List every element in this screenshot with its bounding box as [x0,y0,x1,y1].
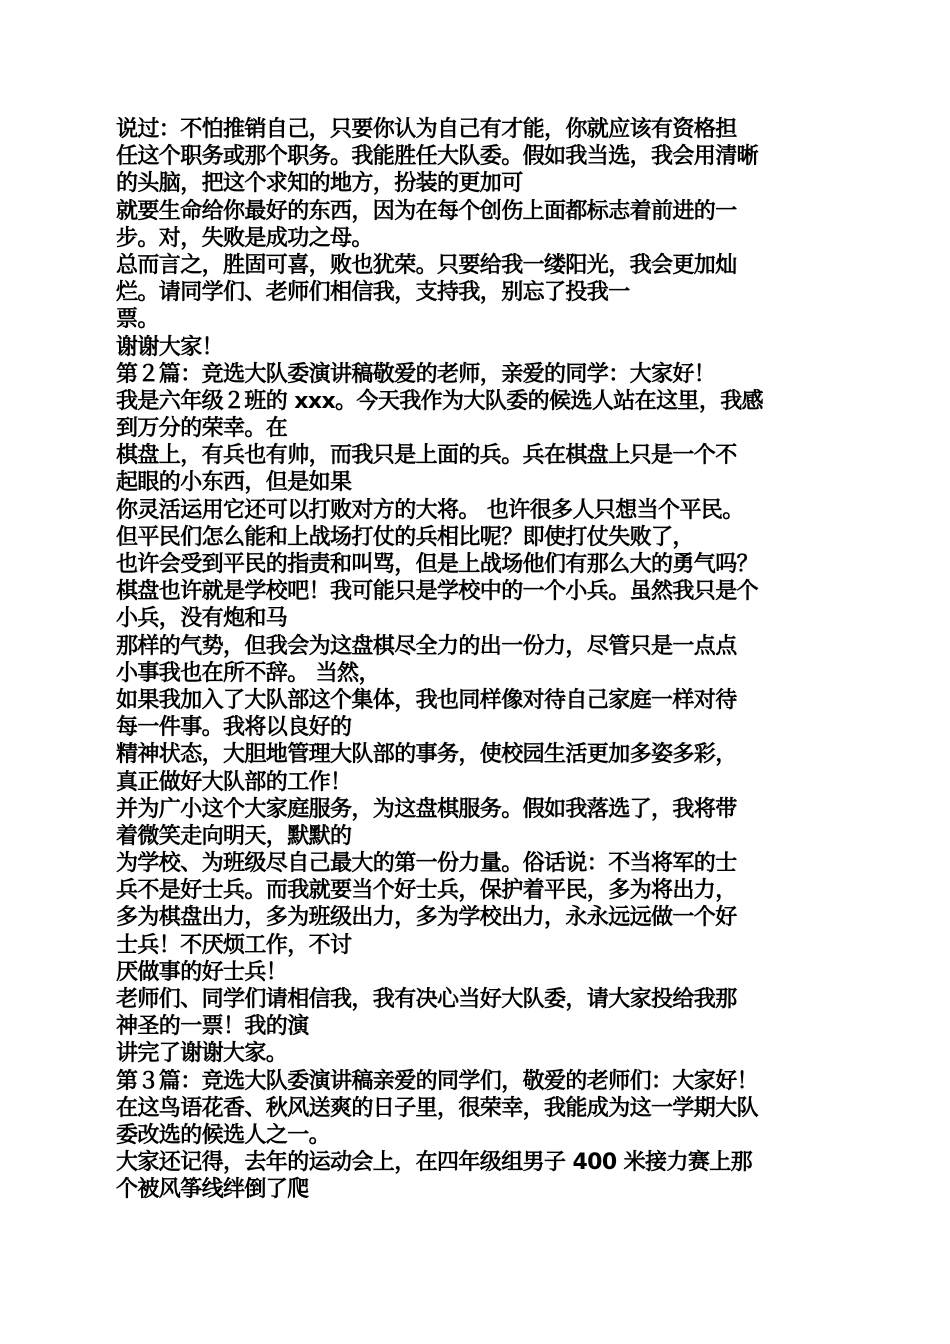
text-line: 起眼的小东西，但是如果 [116,470,352,496]
text-line: 兵不是好士兵。而我就要当个好士兵，保护着平民，多为将出力， [116,878,737,904]
text-line: 步。对，失败是成功之母。 [116,225,373,251]
text-line: 棋盘上，有兵也有帅，而我只是上面的兵。兵在棋盘上只是一个不 [116,443,737,469]
text-line: 棋盘也许就是学校吧！我可能只是学校中的一个小兵。虽然我只是个 [116,579,759,605]
text-line: 任这个职务或那个职务。我能胜任大队委。假如我当选，我会用清晰 [116,144,759,170]
text-line: 谢谢大家！ [116,334,224,360]
text-line: 神圣的一票！我的演 [116,1014,309,1040]
text-line: 也许会受到平民的指责和叫骂，但是上战场他们有那么大的勇气吗？ [116,552,759,577]
text-line: 个被风筝线绊倒了爬 [116,1177,309,1203]
text-line: 小兵，没有炮和马 [116,606,288,632]
text-line: 士兵！不厌烦工作，不讨 [116,932,352,958]
text-line: 但平民们怎么能和上战场打仗的兵相比呢？即使打仗失败了， [116,524,694,550]
text-line: 那样的气势，但我会为这盘棋尽全力的出一份力，尽管只是一点点 [116,633,737,659]
text-line: 并为广小这个大家庭服务，为这盘棋服务。假如我落选了，我将带 [116,796,737,822]
speech-text [116,116,836,1204]
text-line: 厌做事的好士兵！ [116,959,288,985]
text-line: 票。 [116,307,159,333]
text-line: 着微笑走向明天，默默的 [116,823,352,849]
text-line: 你灵活运用它还可以打败对方的大将。 也许很多人只想当个平民。 [116,497,744,523]
text-line: 如果我加入了大队部这个集体，我也同样像对待自己家庭一样对待 [116,687,737,713]
text-line: 真正做好大队部的工作！ [116,769,352,795]
text-line: 就要生命给你最好的东西，因为在每个创伤上面都标志着前进的一 [116,198,737,224]
text-line: 大家还记得，去年的运动会上，在四年级组男子 400 米接力赛上那 [116,1150,753,1176]
text-line: 的头脑，把这个求知的地方，扮装的更加可 [116,171,523,197]
text-line: 总而言之，胜固可喜，败也犹荣。只要给我一缕阳光，我会更加灿 [116,252,737,278]
text-line: 精神状态，大胆地管理大队部的事务，使校园生活更加多姿多彩， [116,742,737,768]
text-line: 说过：不怕推销自己，只要你认为自己有才能，你就应该有资格担 [116,117,737,142]
section-heading: 第３篇：竞选大队委演讲稿亲爱的同学们，敬爱的老师们：大家好！ [116,1068,759,1094]
text-line: 到万分的荣幸。在 [116,416,288,442]
section-heading: 第２篇：竞选大队委演讲稿敬爱的老师，亲爱的同学：大家好！ [116,361,716,387]
text-line: 老师们、同学们请相信我，我有决心当好大队委，请大家投给我那 [116,987,737,1012]
text-line: 为学校、为班级尽自己最大的第一份力量。俗话说：不当将军的士 [116,851,737,877]
text-line: 多为棋盘出力，多为班级出力，多为学校出力，永永远远做一个好 [116,905,737,931]
text-line: 每一件事。我将以良好的 [116,715,352,741]
text-line: 烂。请同学们、老师们相信我，支持我，别忘了投我一 [116,280,630,306]
text-line: 在这鸟语花香、秋风送爽的日子里，很荣幸，我能成为这一学期大队 [116,1095,759,1121]
text-line: 讲完了谢谢大家。 [116,1041,288,1067]
text-line: 委改选的候选人之一。 [116,1122,331,1148]
text-line: 我是六年级２班的 xxx。今天我作为大队委的候选人站在这里，我感 [116,388,764,414]
text-line: 小事我也在所不辞。 当然， [116,660,380,686]
